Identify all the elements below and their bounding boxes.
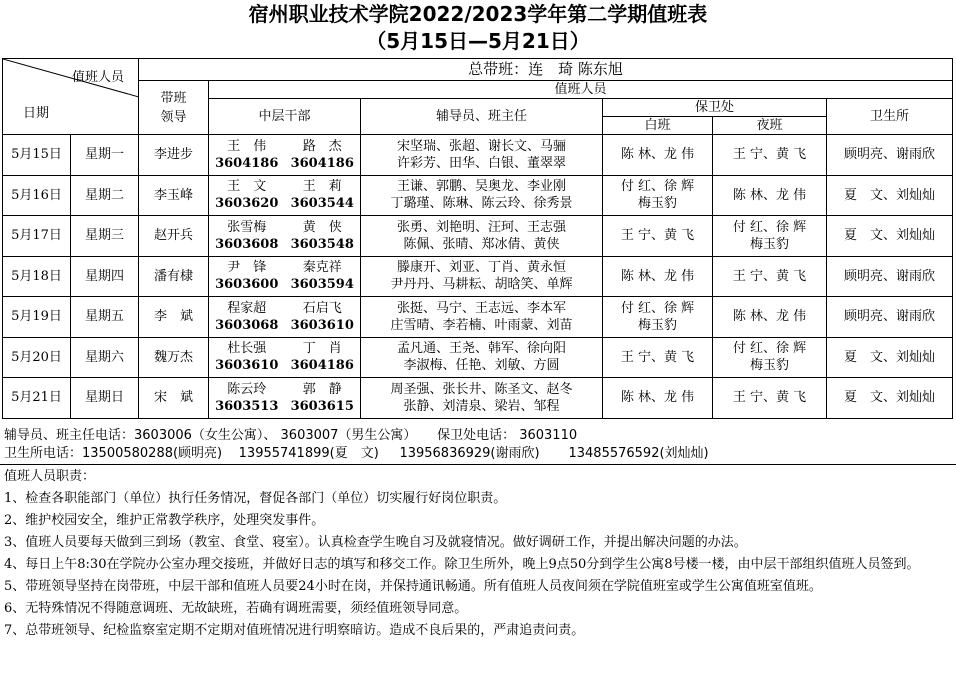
duty-item: 2、维护校园安全，维护正常教学秩序，处理突发事件。 — [4, 513, 325, 528]
duty-item: 7、总带班领导、纪检监察室定期不定期对值班情况进行明察暗访。造成不良后果的，严肃追责问责。 — [4, 623, 585, 638]
night-shift-cell — [713, 216, 827, 257]
cadre-2-name: 秦克祥 — [302, 260, 342, 276]
counselor-line-1: 孟凡通、王尧、韩军、徐向阳 — [396, 341, 566, 357]
leader-cell: 李进步 — [139, 135, 209, 176]
header-duty-staff-label: 值班人员 — [71, 70, 124, 85]
night-shift-line-1: 王 宁、黄 飞 — [732, 390, 807, 406]
header-security: 保卫处 — [603, 99, 827, 117]
day-shift-line-1: 王 宁、黄 飞 — [620, 349, 695, 365]
day-shift-line-1: 陈 林、龙 伟 — [620, 268, 695, 284]
cadre-1-phone: 3603620 — [215, 196, 279, 212]
page-subtitle: （5月15日—5月21日） — [366, 29, 590, 53]
day-shift-line-1: 王 宁、黄 飞 — [620, 228, 695, 244]
cadre-2-name: 石启飞 — [302, 300, 342, 316]
day-shift-cell — [603, 256, 713, 297]
cadre-2-phone: 3603615 — [290, 398, 354, 414]
date-cell: 5月18日 — [3, 256, 71, 297]
header-diagonal-cell — [3, 59, 139, 135]
night-shift-cell — [713, 378, 827, 419]
day-shift-line-2: 梅玉豹 — [637, 317, 677, 333]
cadre-cell — [209, 175, 361, 216]
cadre-cell — [209, 297, 361, 338]
table-row — [3, 135, 953, 176]
cadre-1-name: 程家超 — [227, 300, 267, 316]
date-cell: 5月16日 — [3, 175, 71, 216]
page-title: 宿州职业技术学院2022/2023学年第二学期值班表 — [248, 2, 708, 26]
cadre-cell — [209, 337, 361, 378]
clinic-cell: 顾明亮、谢雨欣 — [827, 297, 953, 338]
counselor-cell — [361, 175, 603, 216]
clinic-cell: 夏 文、刘灿灿 — [827, 175, 953, 216]
night-shift-cell — [713, 135, 827, 176]
counselor-cell — [361, 378, 603, 419]
duty-item: 4、每日上午8:30在学院办公室办理交接班，并做好日志的填写和移交工作。除卫生所外，晚上9点50分到学生公寓8号楼一楼，由中层干部组织值班人员签到。 — [4, 557, 920, 572]
header-counselor: 辅导员、班主任 — [361, 99, 603, 135]
night-shift-line-2: 梅玉豹 — [749, 358, 789, 374]
day-shift-line-1: 陈 林、龙 伟 — [620, 390, 695, 406]
date-cell: 5月17日 — [3, 216, 71, 257]
cadre-cell — [209, 135, 361, 176]
duty-table — [2, 58, 953, 419]
counselor-line-1: 周圣强、张长井、陈圣文、赵冬 — [390, 381, 573, 397]
date-cell: 5月20日 — [3, 337, 71, 378]
counselor-line-2: 张静、刘清泉、梁岩、邹程 — [403, 398, 560, 414]
counselor-line-2: 李淑梅、任艳、刘敏、方圆 — [403, 358, 560, 374]
weekday-cell: 星期五 — [71, 297, 139, 338]
duties-title: 值班人员职责： — [4, 469, 96, 484]
day-shift-line-1: 陈 林、龙 伟 — [620, 147, 695, 163]
counselor-cell — [361, 135, 603, 176]
cadre-cell — [209, 378, 361, 419]
cadre-2-phone: 3604186 — [290, 155, 354, 171]
day-shift-cell — [603, 175, 713, 216]
leader-cell: 潘有棣 — [139, 256, 209, 297]
counselor-line-1: 张勇、刘艳明、汪珂、王志强 — [396, 219, 566, 235]
table-row — [3, 175, 953, 216]
header-date-label: 日期 — [23, 106, 50, 121]
cadre-1-name: 杜长强 — [227, 341, 267, 357]
day-shift-line-2: 梅玉豹 — [637, 196, 677, 212]
cadre-1-name: 尹 锋 — [227, 260, 267, 276]
chief-duty-cell: 总带班：连 琦 陈东旭 — [139, 59, 953, 81]
counselor-cell — [361, 256, 603, 297]
divider — [0, 464, 956, 465]
cadre-2-phone: 3603594 — [290, 277, 354, 293]
cadre-1-name: 陈云玲 — [227, 381, 267, 397]
table-row — [3, 337, 953, 378]
day-shift-cell — [603, 297, 713, 338]
phone-line-counselor: 辅导员、班主任电话：3603006（女生公寓）、 3603007（男生公寓） 保卫处电话： 3603110 — [4, 428, 578, 443]
table-row — [3, 378, 953, 419]
clinic-cell: 顾明亮、谢雨欣 — [827, 256, 953, 297]
day-shift-line-1: 付 红、徐 辉 — [620, 300, 695, 316]
night-shift-cell — [713, 337, 827, 378]
header-night-shift: 夜班 — [713, 117, 827, 135]
cadre-2-name: 路 杰 — [302, 138, 342, 154]
duty-item: 6、无特殊情况不得随意调班、无故缺班，若确有调班需要，须经值班领导同意。 — [4, 601, 468, 616]
night-shift-line-1: 陈 林、龙 伟 — [732, 187, 807, 203]
counselor-line-1: 张挺、马宁、王志远、李本军 — [396, 300, 566, 316]
cadre-1-phone: 3603068 — [215, 317, 279, 333]
night-shift-cell — [713, 256, 827, 297]
counselor-line-2: 许彩芳、田华、白银、董翠翠 — [396, 155, 566, 171]
cadre-1-name: 王 文 — [227, 179, 267, 195]
counselor-line-1: 王谦、郭鹏、吴奥龙、李业刚 — [396, 179, 566, 195]
cadre-2-phone: 3603548 — [290, 236, 354, 252]
cadre-2-name: 王 莉 — [302, 179, 342, 195]
day-shift-cell — [603, 378, 713, 419]
duty-item: 3、值班人员要每天做到三到场（教室、食堂、寝室）。认真检查学生晚自习及就寝情况。做好调研工作，并提出解决问题的办法。 — [4, 535, 747, 550]
leader-cell: 宋 斌 — [139, 378, 209, 419]
clinic-cell: 夏 文、刘灿灿 — [827, 337, 953, 378]
cadre-2-phone: 3604186 — [290, 358, 354, 374]
cadre-1-phone: 3604186 — [215, 155, 279, 171]
cadre-2-name: 黄 侠 — [302, 219, 342, 235]
counselor-cell — [361, 297, 603, 338]
duty-item: 5、带班领导坚持在岗带班，中层干部和值班人员要24小时在岗，并保持通讯畅通。所有值班人员夜间须在学院值班室或学生公寓值班室值班。 — [4, 579, 822, 594]
day-shift-cell — [603, 135, 713, 176]
day-shift-line-1: 付 红、徐 辉 — [620, 179, 695, 195]
clinic-cell: 顾明亮、谢雨欣 — [827, 135, 953, 176]
cadre-1-phone: 3603600 — [215, 277, 279, 293]
cadre-1-phone: 3603610 — [215, 358, 279, 374]
cadre-2-name: 郭 静 — [302, 381, 342, 397]
counselor-cell — [361, 216, 603, 257]
header-leader: 带班领导 — [139, 81, 209, 135]
cadre-cell — [209, 256, 361, 297]
night-shift-line-1: 王 宁、黄 飞 — [732, 268, 807, 284]
counselor-line-1: 宋坚瑞、张超、谢长文、马骊 — [396, 138, 566, 154]
header-middle-cadre: 中层干部 — [209, 99, 361, 135]
leader-cell: 魏万杰 — [139, 337, 209, 378]
counselor-line-2: 尹丹丹、马耕耘、胡晗笑、单辉 — [390, 277, 573, 293]
weekday-cell: 星期一 — [71, 135, 139, 176]
phone-line-clinic: 卫生所电话：13500580288(顾明亮) 13955741899(夏 文) 13956836929(谢雨欣) 13485576592(刘灿灿) — [4, 446, 709, 461]
night-shift-line-1: 王 宁、黄 飞 — [732, 147, 807, 163]
weekday-cell: 星期六 — [71, 337, 139, 378]
weekday-cell: 星期三 — [71, 216, 139, 257]
cadre-2-name: 丁 肖 — [302, 341, 342, 357]
cadre-1-name: 张雪梅 — [227, 219, 267, 235]
night-shift-line-1: 付 红、徐 辉 — [732, 219, 807, 235]
night-shift-line-2: 梅玉豹 — [749, 236, 789, 252]
table-row — [3, 297, 953, 338]
counselor-line-1: 滕康开、刘亚、丁肖、黄永恒 — [396, 260, 566, 276]
leader-cell: 李玉峰 — [139, 175, 209, 216]
date-cell: 5月21日 — [3, 378, 71, 419]
night-shift-line-1: 陈 林、龙 伟 — [732, 309, 807, 325]
day-shift-cell — [603, 216, 713, 257]
night-shift-cell — [713, 297, 827, 338]
counselor-line-2: 庄雪晴、李若楠、叶雨蒙、刘苗 — [390, 317, 573, 333]
duties-section — [4, 468, 948, 644]
cadre-1-phone: 3603513 — [215, 398, 279, 414]
clinic-cell: 夏 文、刘灿灿 — [827, 378, 953, 419]
clinic-cell: 夏 文、刘灿灿 — [827, 216, 953, 257]
night-shift-line-1: 付 红、徐 辉 — [732, 341, 807, 357]
cadre-cell — [209, 216, 361, 257]
header-duty-staff: 值班人员 — [209, 81, 953, 99]
header-clinic: 卫生所 — [827, 99, 953, 135]
table-row — [3, 256, 953, 297]
day-shift-cell — [603, 337, 713, 378]
counselor-line-2: 丁璐瑾、陈琳、陈云玲、徐秀景 — [390, 196, 573, 212]
duty-item: 1、检查各职能部门（单位）执行任务情况，督促各部门（单位）切实履行好岗位职责。 — [4, 491, 507, 506]
counselor-cell — [361, 337, 603, 378]
weekday-cell: 星期四 — [71, 256, 139, 297]
cadre-1-name: 王 伟 — [227, 138, 267, 154]
header-day-shift: 白班 — [603, 117, 713, 135]
cadre-1-phone: 3603608 — [215, 236, 279, 252]
leader-cell: 赵开兵 — [139, 216, 209, 257]
date-cell: 5月15日 — [3, 135, 71, 176]
weekday-cell: 星期日 — [71, 378, 139, 419]
table-row — [3, 216, 953, 257]
night-shift-cell — [713, 175, 827, 216]
cadre-2-phone: 3603544 — [290, 196, 354, 212]
leader-cell: 李 斌 — [139, 297, 209, 338]
date-cell: 5月19日 — [3, 297, 71, 338]
cadre-2-phone: 3603610 — [290, 317, 354, 333]
weekday-cell: 星期二 — [71, 175, 139, 216]
counselor-line-2: 陈佩、张晴、郑冰倩、黄侠 — [403, 236, 560, 252]
